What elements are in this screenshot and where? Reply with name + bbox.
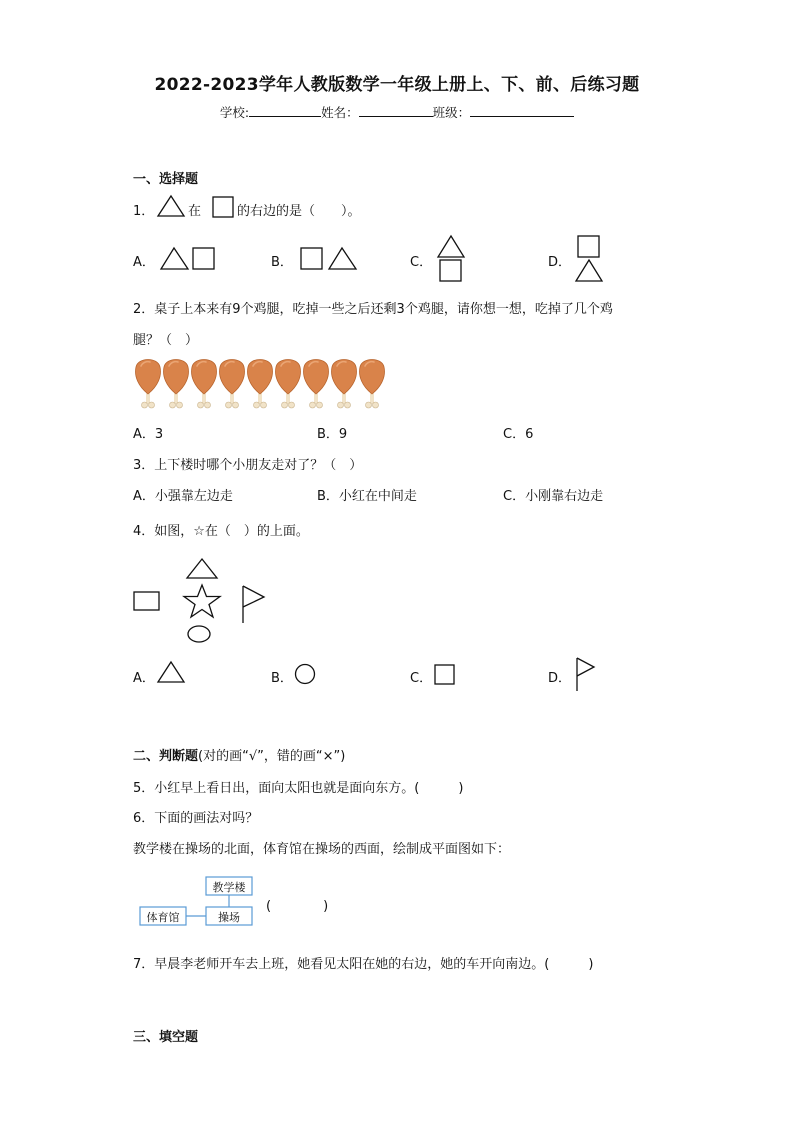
- q2-option-c[interactable]: C．6: [503, 427, 534, 442]
- drumstick-icon: [136, 360, 161, 409]
- section2-title: 二、判断题: [133, 749, 199, 764]
- q3-option-a[interactable]: A．小强靠左边走: [133, 489, 233, 504]
- triangle-icon: [157, 195, 185, 217]
- class-blank[interactable]: [470, 104, 574, 117]
- diagram-playground: 操场: [218, 911, 240, 924]
- option-b-circle-icon: [294, 663, 316, 685]
- section-heading-judge: [133, 745, 345, 764]
- option-b-square-triangle-icon: [300, 246, 358, 270]
- q2-text-line1: 2．桌子上本来有9个鸡腿，吃掉一些之后还剩3个鸡腿，请你想一想，吃掉了几个鸡: [133, 302, 613, 317]
- drumstick-icon: [192, 360, 217, 409]
- drumstick-icon: [248, 360, 273, 409]
- drumstick-icon: [360, 360, 385, 409]
- option-a-triangle-square-icon: [160, 246, 218, 270]
- drumstick-icon: [332, 360, 357, 409]
- q3-option-b[interactable]: B．小红在中间走: [317, 489, 417, 504]
- figure-square-icon: [133, 591, 161, 611]
- name-label: 姓名：: [321, 105, 359, 120]
- section2-note: (对的画“√”，错的画“×”): [198, 749, 346, 764]
- school-blank[interactable]: [249, 104, 321, 117]
- q2-option-a[interactable]: A．3: [133, 427, 164, 442]
- option-c-triangle-over-square-icon: [437, 235, 465, 283]
- q4-option-b-label[interactable]: B．: [271, 671, 293, 686]
- q7-text: 7．早晨李老师开车去上班，她看见太阳在她的右边，她的车开向南边。( ): [133, 957, 594, 972]
- q2-option-b[interactable]: B．9: [317, 427, 348, 442]
- option-d-square-over-triangle-icon: [575, 235, 603, 283]
- q1-option-a-label[interactable]: A．: [133, 255, 155, 270]
- name-blank[interactable]: [359, 104, 433, 117]
- drumsticks-image: [134, 354, 394, 412]
- drumstick-icon: [220, 360, 245, 409]
- section-heading-fill: 三、填空题: [133, 1030, 199, 1045]
- section-heading-choice: 一、选择题: [133, 172, 199, 187]
- figure-triangle-icon: [185, 558, 219, 580]
- drumstick-icon: [164, 360, 189, 409]
- q3-text: 3．上下楼时哪个小朋友走对了？（ ）: [133, 458, 363, 473]
- school-label: 学校:: [219, 105, 250, 120]
- q1-option-c-label[interactable]: C．: [410, 255, 433, 270]
- q4-option-c-label[interactable]: C．: [410, 671, 433, 686]
- q6-description: 教学楼在操场的北面，体育馆在操场的西面，绘制成平面图如下：: [133, 842, 511, 857]
- drumstick-icon: [304, 360, 329, 409]
- q2-text-line2: 腿？（ ）: [133, 333, 199, 348]
- class-label: 班级：: [432, 105, 471, 120]
- square-icon: [212, 196, 234, 218]
- option-c-square-icon: [434, 664, 456, 686]
- drumstick-icon: [276, 360, 301, 409]
- q4-option-a-label[interactable]: A．: [133, 671, 155, 686]
- q4-text: 4．如图，☆在（ ）的上面。: [133, 524, 309, 539]
- q4-option-d-label[interactable]: D．: [548, 671, 572, 686]
- diagram-gym: 体育馆: [146, 911, 180, 924]
- figure-flag-icon: [241, 585, 267, 625]
- q6-answer-paren[interactable]: ( ): [266, 899, 329, 914]
- q1-number: 1．: [133, 204, 155, 219]
- q6-text: 6．下面的画法对吗？: [133, 811, 259, 826]
- figure-star-icon: [182, 584, 222, 618]
- page-title: 2022-2023学年人教版数学一年级上册上、下、前、后练习题: [154, 75, 640, 95]
- figure-oval-icon: [186, 624, 212, 644]
- q1-tail: 的右边的是（ ）。: [237, 204, 361, 219]
- option-d-flag-icon: [575, 657, 597, 693]
- student-info-line: [0, 103, 794, 121]
- q5-text: 5．小红早上看日出，面向太阳也就是面向东方。( ): [133, 781, 464, 796]
- q1-option-d-label[interactable]: D．: [548, 255, 572, 270]
- q3-option-c[interactable]: C．小刚靠右边走: [503, 489, 604, 504]
- option-a-triangle-icon: [157, 661, 185, 683]
- diagram-teaching-building: 教学楼: [212, 881, 246, 894]
- q1-option-b-label[interactable]: B．: [271, 255, 293, 270]
- q1-word-zai: 在: [188, 204, 202, 219]
